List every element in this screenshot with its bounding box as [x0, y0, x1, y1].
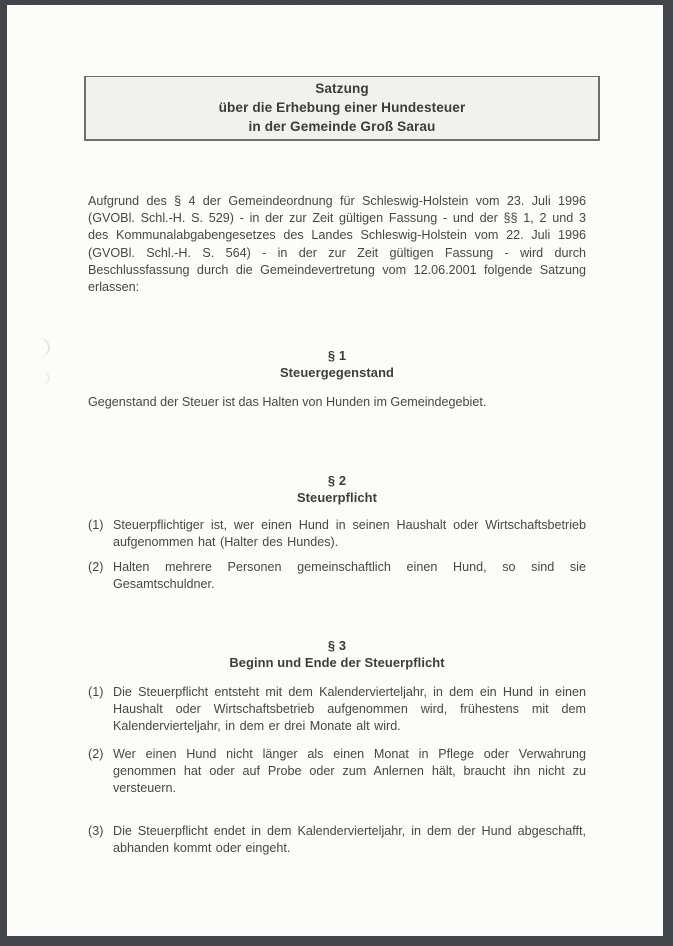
- section-1-number: § 1: [327, 348, 347, 363]
- section-3-paragraph-2: [88, 746, 586, 798]
- document-page: [7, 5, 663, 936]
- scan-artifact: [37, 337, 50, 358]
- paragraph-marker: (2): [88, 560, 104, 574]
- document-title-line-2: über die Erhebung einer Hundesteuer: [218, 100, 466, 115]
- paragraph-text: Halten mehrere Personen gemeinschaftlich einen Hund, so sind sie Gesamtschuldner.: [113, 560, 586, 592]
- paragraph-marker: (1): [88, 685, 104, 699]
- document-title-box: [84, 76, 600, 141]
- paragraph-text: Steuerpflichtiger ist, wer einen Hund in seinen Haushalt oder Wirtschaftsbetrieb aufgenommen hat (Halter des Hundes).: [113, 518, 586, 550]
- paragraph-marker: (1): [88, 518, 104, 532]
- section-3-title: Beginn und Ende der Steuerpflicht: [229, 655, 445, 671]
- section-1-heading: [88, 347, 586, 381]
- document-title-line-3: in der Gemeinde Groß Sarau: [248, 119, 436, 134]
- section-2-heading: [88, 472, 586, 506]
- section-3-number: § 3: [327, 638, 347, 653]
- scan-artifact: [40, 371, 50, 385]
- section-3-paragraph-1: [88, 684, 586, 736]
- section-3-paragraph-3: [88, 823, 586, 857]
- section-2-paragraph-1: [88, 517, 586, 551]
- section-3-heading: [88, 637, 586, 671]
- section-2-paragraph-2: [88, 559, 586, 593]
- paragraph-marker: (2): [88, 747, 104, 761]
- document-title-line-1: Satzung: [315, 81, 369, 96]
- paragraph-marker: (3): [88, 824, 104, 838]
- section-1-paragraph: Gegenstand der Steuer ist das Halten von Hunden im Gemeindegebiet.: [88, 395, 487, 409]
- section-1-title: Steuergegenstand: [279, 365, 395, 381]
- section-2-title: Steuerpflicht: [296, 490, 378, 506]
- paragraph-text: Wer einen Hund nicht länger als einen Monat in Pflege oder Verwahrung genommen hat oder auf Probe oder zum Anlernen hält, braucht ihn nicht zu versteuern.: [113, 747, 586, 796]
- preamble-paragraph: Aufgrund des § 4 der Gemeindeordnung für Schleswig-Holstein vom 23. Juli 1996 (GVOBl. Schl.-H. S. 529) - in der zur Zeit gültigen Fassung - und der §§ 1, 2 und 3 des Kommunalabgabengesetzes des Landes Schleswig-Holstein vom 22. Juli 1996 (GVOBl. Schl.-H. S. 564) - in der zur Zeit gültigen Fassung - wird durch Beschlussfassung durch die Gemeindevertretung vom 12.06.2001 folgende Satzung erlassen:: [88, 194, 586, 295]
- paragraph-text: Die Steuerpflicht entsteht mit dem Kalendervierteljahr, in dem ein Hund in einen Haushalt oder Wirtschaftsbetrieb aufgenommen wird, frühestens mit dem Kalendervierteljahr, in dem er drei Monate alt wird.: [113, 685, 586, 734]
- section-2-number: § 2: [327, 473, 347, 488]
- paragraph-text: Die Steuerpflicht endet in dem Kalendervierteljahr, in dem der Hund abgeschafft, abhanden kommt oder eingeht.: [113, 824, 586, 856]
